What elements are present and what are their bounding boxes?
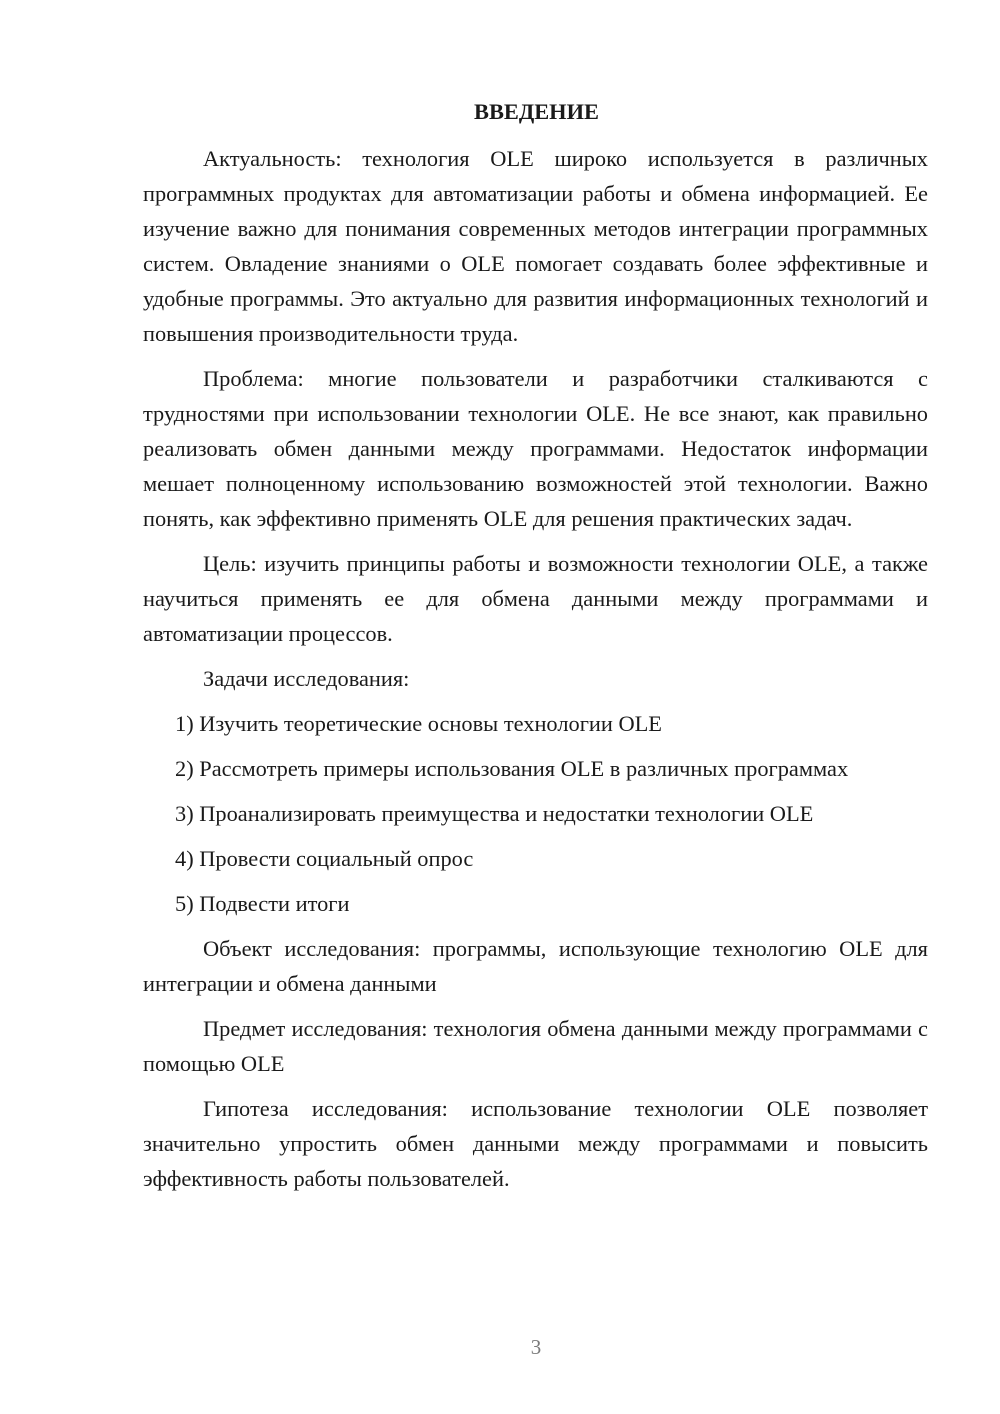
task-item: 1) Изучить теоретические основы технологии OLE (175, 711, 662, 736)
paragraph-goal: Цель: изучить принципы работы и возможности технологии OLE, а также научиться применять ее для обмена данными между программами и автоматизации процессов. (143, 551, 928, 646)
paragraph-hypothesis: Гипотеза исследования: использование технологии OLE позволяет значительно упростить обмен данными между программами и повысить эффективность работы пользователей. (143, 1096, 928, 1191)
section-heading: ВВЕДЕНИЕ (474, 99, 599, 124)
paragraph-relevance: Актуальность: технология OLE широко используется в различных программных продуктах для автоматизации работы и обмена информацией. Ее изучение важно для понимания современных методов интеграции программных систем. Овладение знаниями о OLE помогает создавать более эффективные и удобные программы. Это актуально для развития информационных технологий и повышения производительности труда. (143, 146, 928, 346)
task-list (143, 706, 928, 921)
task-item: 2) Рассмотреть примеры использования OLE в различных программах (175, 756, 849, 781)
paragraph-subject: Предмет исследования: технология обмена данными между программами с помощью OLE (143, 1016, 928, 1076)
paragraph-problem: Проблема: многие пользователи и разработчики сталкиваются с трудностями при использовании технологии OLE. Не все знают, как правильно реализовать обмен данными между программами. Недостаток информации мешает полноценному использованию возможностей этой технологии. Важно понять, как эффективно применять OLE для решения практических задач. (143, 366, 928, 531)
page-content (143, 94, 928, 1206)
task-item: 3) Проанализировать преимущества и недостатки технологии OLE (175, 801, 814, 826)
task-item: 4) Провести социальный опрос (175, 846, 474, 871)
tasks-title: Задачи исследования: (203, 666, 410, 691)
paragraph-object: Объект исследования: программы, использующие технологию OLE для интеграции и обмена данными (143, 936, 928, 996)
page-number: 3 (530, 1335, 542, 1359)
task-item: 5) Подвести итоги (175, 891, 350, 916)
